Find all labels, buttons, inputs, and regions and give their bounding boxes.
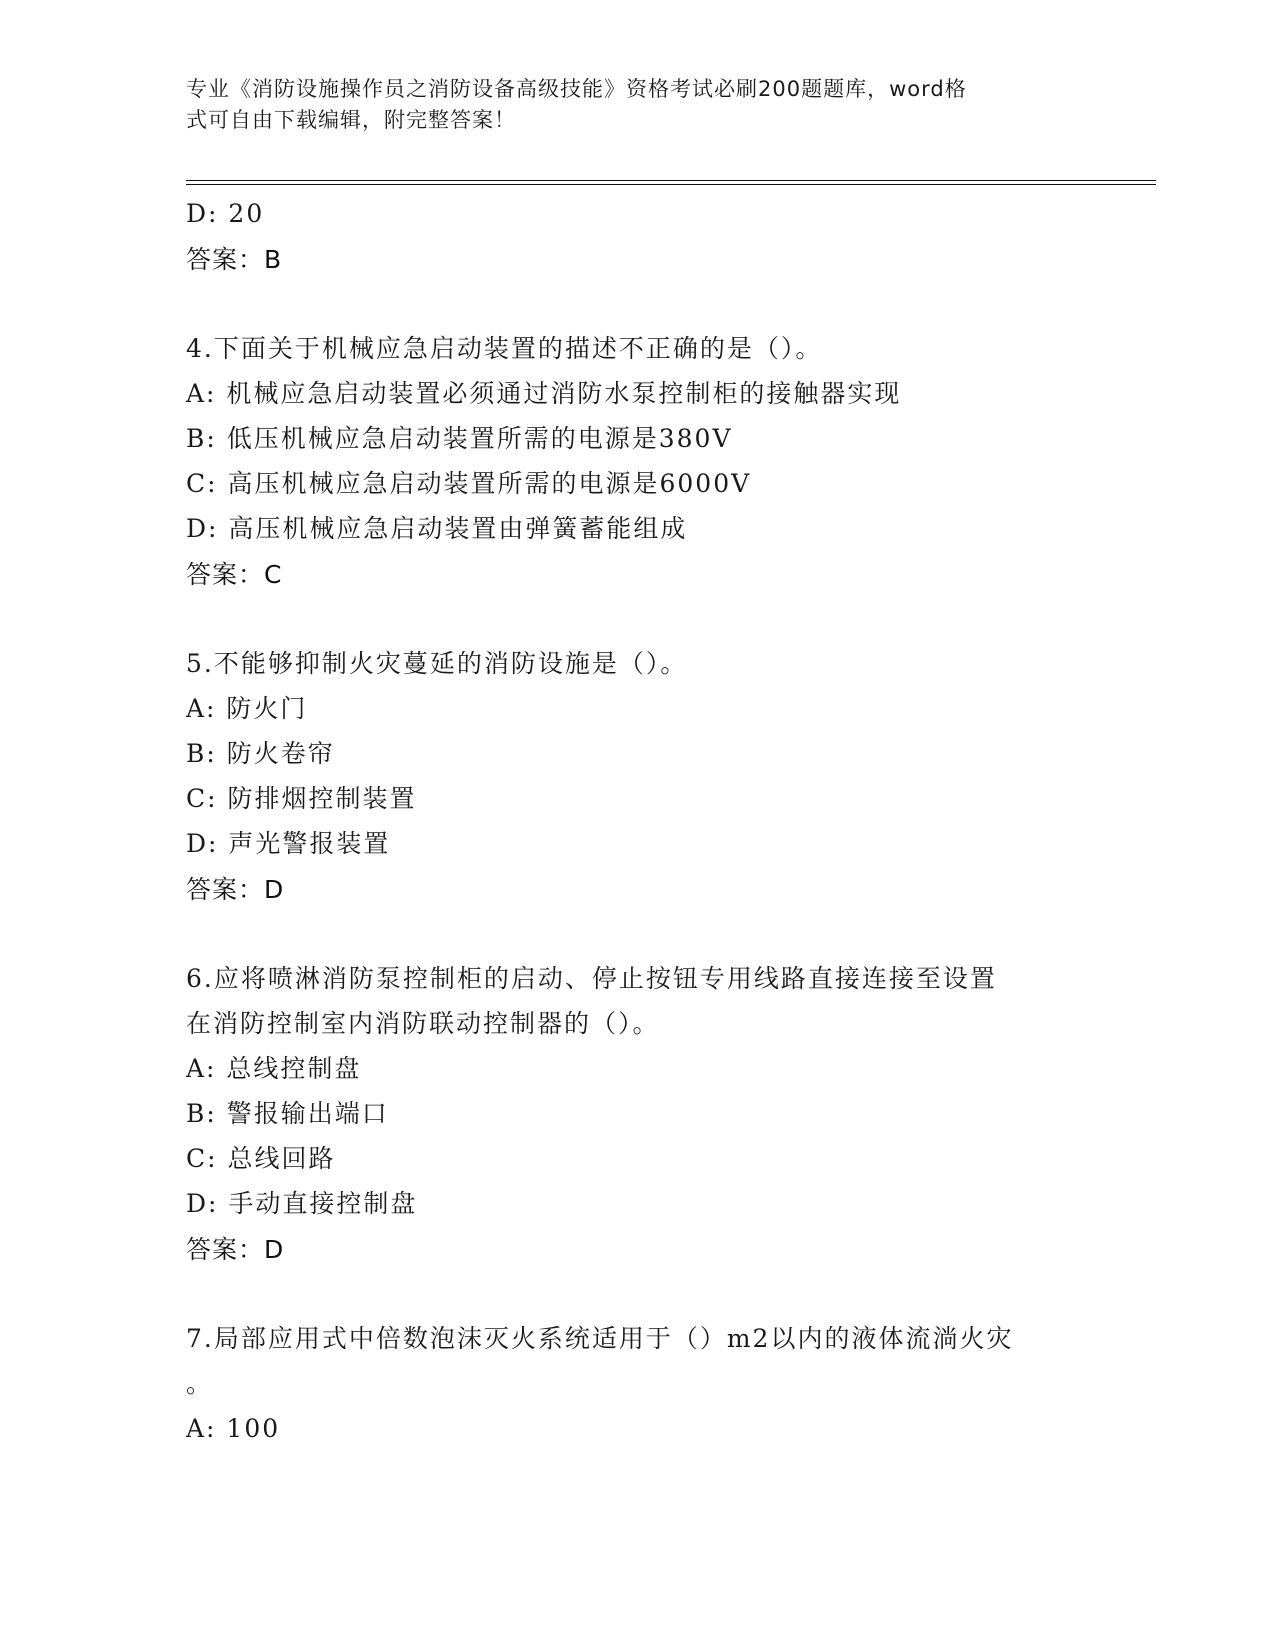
option-d: D: 20 <box>186 199 265 228</box>
option-c: C: 总线回路 <box>186 1144 336 1173</box>
option-d: D: 高压机械应急启动装置由弹簧蓄能组成 <box>186 514 688 543</box>
answer-label: 答案：C <box>186 560 283 589</box>
question-6 <box>186 956 1086 1273</box>
answer-label: 答案：B <box>186 245 283 274</box>
header-line-2: 式可自由下载编辑，附完整答案！ <box>186 108 516 132</box>
question-4 <box>186 326 1086 598</box>
option-b: B: 防火卷帘 <box>186 739 335 768</box>
question-3-tail <box>186 191 1086 283</box>
question-5 <box>186 641 1086 913</box>
header-line-1: 专业《消防设施操作员之消防设备高级技能》资格考试必刷200题题库，word格 <box>186 77 967 101</box>
option-a: A: 防火门 <box>186 694 308 723</box>
option-a: A: 100 <box>186 1414 281 1443</box>
option-b: B: 低压机械应急启动装置所需的电源是380V <box>186 424 733 453</box>
question-stem-line-2: 。 <box>186 1369 214 1398</box>
answer-label: 答案：D <box>186 875 285 904</box>
answer-label: 答案：D <box>186 1235 285 1264</box>
option-c: C: 高压机械应急启动装置所需的电源是6000V <box>186 469 752 498</box>
option-c: C: 防排烟控制装置 <box>186 784 417 813</box>
question-stem: 5.不能够抑制火灾蔓延的消防设施是（）。 <box>186 649 688 678</box>
document-header <box>186 74 1066 136</box>
header-divider-top <box>186 180 1156 181</box>
option-d: D: 声光警报装置 <box>186 829 391 858</box>
question-7 <box>186 1316 1086 1451</box>
option-b: B: 警报输出端口 <box>186 1099 389 1128</box>
option-d: D: 手动直接控制盘 <box>186 1189 418 1218</box>
question-stem-line-1: 7.局部应用式中倍数泡沫灭火系统适用于（）m2以内的液体流淌火灾 <box>186 1324 1014 1353</box>
question-stem: 4.下面关于机械应急启动装置的描述不正确的是（）。 <box>186 334 823 363</box>
option-a: A: 机械应急启动装置必须通过消防水泵控制柜的接触器实现 <box>186 379 902 408</box>
header-divider-bottom <box>186 184 1156 185</box>
question-list <box>186 191 1086 1451</box>
option-a: A: 总线控制盘 <box>186 1054 362 1083</box>
question-stem-line-2: 在消防控制室内消防联动控制器的（）。 <box>186 1009 660 1038</box>
question-stem-line-1: 6.应将喷淋消防泵控制柜的启动、停止按钮专用线路直接连接至设置 <box>186 964 997 993</box>
